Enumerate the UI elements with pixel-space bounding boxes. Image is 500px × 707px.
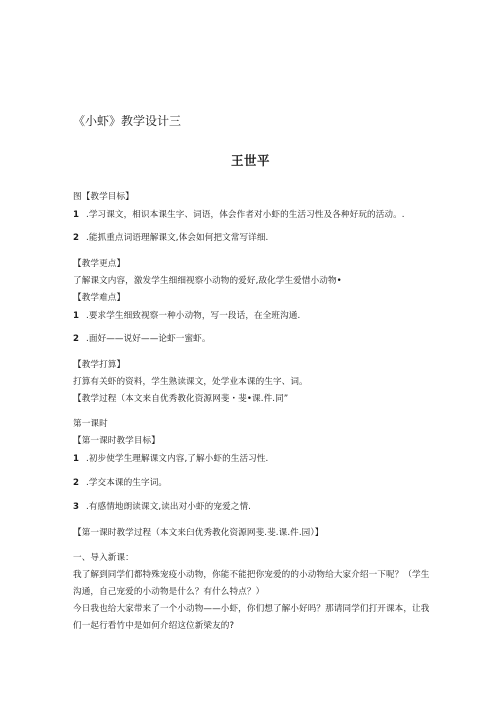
lesson-objective-item [73, 478, 167, 489]
keypoints-heading: 【教学更点】 [73, 259, 126, 269]
difficulties-heading: 【教学难点】 [73, 293, 126, 303]
item-text: .学交本课的生字词。 [86, 478, 168, 488]
keypoints-text: 了解课文内容，激发学生细细视察小动物的爱好,敌化学生爱惜小动物• [73, 276, 342, 286]
prep-text: 打算有关虾的资料，学生熟读课文，处学业本课的生字、词。 [73, 377, 308, 387]
objectives-heading: 图【教学目标】 [73, 192, 134, 202]
paragraph-line: 我了解到同学们都特殊宠疫小动物，你能不能把你宠爱的的小动物给大家介绍一下呢？（学生 [73, 570, 430, 580]
difficulty-item [73, 311, 300, 322]
section-heading: 一、导入新课： [73, 553, 134, 563]
paragraph-line: 们一起行看竹中是如何介绍这位新梁友的? [73, 621, 235, 631]
lesson-objectives-heading: 【第一课时教学目标】 [73, 436, 160, 446]
item-number: 1 [73, 311, 80, 321]
item-text: .能抓重点词语理解课文,体会如何把文常写详细. [86, 233, 269, 243]
author-name: 王世平 [231, 153, 271, 168]
item-text: .有感情地朗读课文,读出对小虾的宠爱之情. [86, 502, 251, 512]
objective-item [73, 233, 268, 244]
item-text: .学习课文，相识本课生字、词语，体会作者对小虾的生活习性及各种好玩的活动。. [86, 210, 405, 220]
lesson-objective-item [73, 454, 268, 465]
item-number: 1 [73, 210, 80, 220]
item-text: .初步使学生理解课文内容,了解小虾的生活习性. [86, 454, 269, 464]
item-number: 2 [73, 334, 80, 344]
difficulty-item [73, 334, 211, 345]
item-number: 1 [73, 454, 80, 464]
item-number: 2 [73, 233, 80, 243]
lesson-objective-item [73, 502, 251, 513]
document-title: 《小虾》教学设计三 [73, 114, 182, 128]
item-text: .要求学生细致视察一种小动物，写一段话，在全班沟通. [86, 311, 301, 321]
objective-item [73, 210, 405, 221]
lesson-process-heading: 【第一课时教学过程（本文来臼优秀教化资源网斐.斐.课.件.园）】 [73, 528, 324, 538]
item-number: 3 [73, 502, 80, 512]
item-number: 2 [73, 478, 80, 488]
process-heading: 【教学过程（本文来自优秀教化资源网斐・斐•课.件.同” [73, 394, 289, 404]
lesson-title: 第一课时 [73, 419, 108, 429]
item-text: .面好——说好——论虾一蜜虾。 [86, 334, 211, 344]
paragraph-line: 今日我也给大家带来了一个小动物——小虾，你们想了解小好吗？那请同学们打开课本，让我 [73, 604, 430, 614]
paragraph-line: 沟通，自己宠爱的小动物是什么？有什么特点？） [73, 587, 265, 597]
prep-heading: 【教学打算】 [73, 360, 126, 370]
